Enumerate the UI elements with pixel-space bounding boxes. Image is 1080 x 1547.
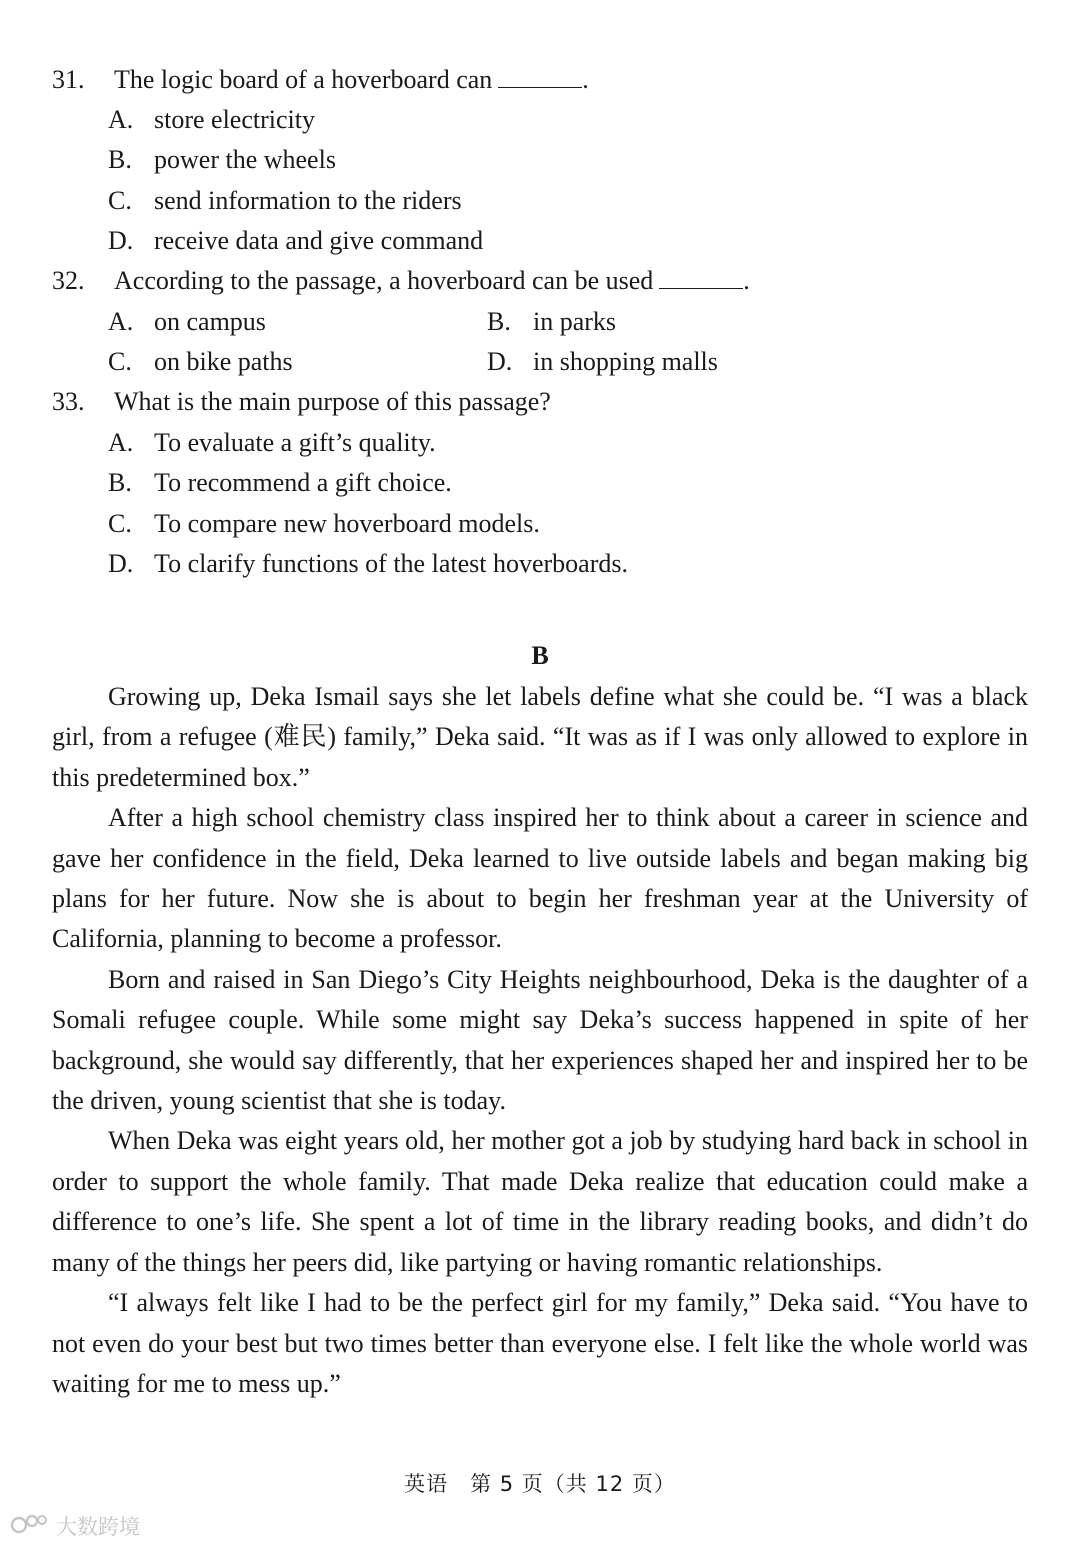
option-letter: A. bbox=[108, 428, 134, 457]
option-text: To compare new hoverboard models. bbox=[154, 509, 540, 538]
option-row bbox=[0, 346, 1080, 378]
option-text: To recommend a gift choice. bbox=[154, 468, 452, 497]
option-text: receive data and give command bbox=[154, 226, 484, 255]
option-letter: B. bbox=[108, 468, 132, 497]
question-number: 31. bbox=[52, 65, 85, 94]
page-footer: 英语 第 5 页（共 12 页） bbox=[404, 1472, 676, 1496]
question-number: 33. bbox=[52, 387, 85, 416]
question-stem: The logic board of a hoverboard can . bbox=[114, 65, 589, 94]
option-text: on bike paths bbox=[154, 347, 293, 376]
answer-blank bbox=[659, 266, 743, 289]
question-32 bbox=[0, 265, 1080, 297]
option-letter: B. bbox=[487, 307, 511, 336]
question-stem: What is the main purpose of this passage? bbox=[114, 387, 551, 416]
option-row bbox=[0, 467, 1080, 499]
option-letter: C. bbox=[108, 509, 132, 538]
option-text: To clarify functions of the latest hoverboards. bbox=[154, 549, 628, 578]
option-text: power the wheels bbox=[154, 145, 336, 174]
option-text: send information to the riders bbox=[154, 186, 462, 215]
option-letter: D. bbox=[487, 347, 513, 376]
option-row bbox=[0, 225, 1080, 257]
option-text: on campus bbox=[154, 307, 266, 336]
option-letter: C. bbox=[108, 186, 132, 215]
option-text: To evaluate a gift’s quality. bbox=[154, 428, 436, 457]
option-row bbox=[0, 427, 1080, 459]
option-letter: A. bbox=[108, 307, 134, 336]
option-letter: D. bbox=[108, 549, 134, 578]
option-row bbox=[0, 508, 1080, 540]
watermark bbox=[10, 1512, 140, 1540]
option-row bbox=[0, 104, 1080, 136]
question-number: 32. bbox=[52, 266, 85, 295]
option-letter: B. bbox=[108, 145, 132, 174]
option-row bbox=[0, 144, 1080, 176]
option-text: in parks bbox=[533, 307, 617, 336]
passage-paragraph: “I always felt like I had to be the perfect girl for my family,” Deka said. “You have to not even do your best but two times better than everyone else. I felt like the whole world was waiting for me to mess up.” bbox=[52, 1288, 1028, 1398]
answer-blank bbox=[498, 65, 582, 88]
option-text: in shopping malls bbox=[533, 347, 718, 376]
passage-paragraph: When Deka was eight years old, her mother got a job by studying hard back in school in order to support the whole family. That made Deka realize that education could make a difference to one’s life. She spent a lot of time in the library reading books, and didn’t do many of the things her peers did, like partying or having romantic relationships. bbox=[52, 1126, 1028, 1277]
reading-passage bbox=[52, 677, 1028, 1404]
brand-logo-icon bbox=[10, 1512, 56, 1541]
option-row bbox=[0, 306, 1080, 338]
question-33 bbox=[0, 386, 1080, 418]
passage-paragraph: Born and raised in San Diego’s City Heights neighbourhood, Deka is the daughter of a Somali refugee couple. While some might say Deka’s success happened in spite of her background, she would say differently, that her experiences shaped her and inspired her to be the driven, young scientist that she is today. bbox=[52, 964, 1028, 1116]
section-title: B bbox=[531, 641, 549, 670]
option-letter: A. bbox=[108, 105, 134, 134]
passage-paragraph: Growing up, Deka Ismail says she let labels define what she could be. “I was a black girl, from a refugee (难民) family,” Deka said. “It was as if I was only allowed to explore in this predetermined box.” bbox=[52, 682, 1028, 792]
option-letter: C. bbox=[108, 347, 132, 376]
question-31 bbox=[0, 64, 1080, 96]
passage-paragraph: After a high school chemistry class inspired her to think about a career in science and gave her confidence in the field, Deka learned to live outside labels and began making big plans for her future. Now she is about to begin her freshman year at the University of California, planning to become a professor. bbox=[52, 803, 1028, 954]
option-row bbox=[0, 548, 1080, 580]
question-stem: According to the passage, a hoverboard can be used . bbox=[114, 266, 750, 295]
option-row bbox=[0, 185, 1080, 217]
option-letter: D. bbox=[108, 226, 134, 255]
option-text: store electricity bbox=[154, 105, 315, 134]
watermark-text: 大数跨境 bbox=[56, 1515, 140, 1539]
